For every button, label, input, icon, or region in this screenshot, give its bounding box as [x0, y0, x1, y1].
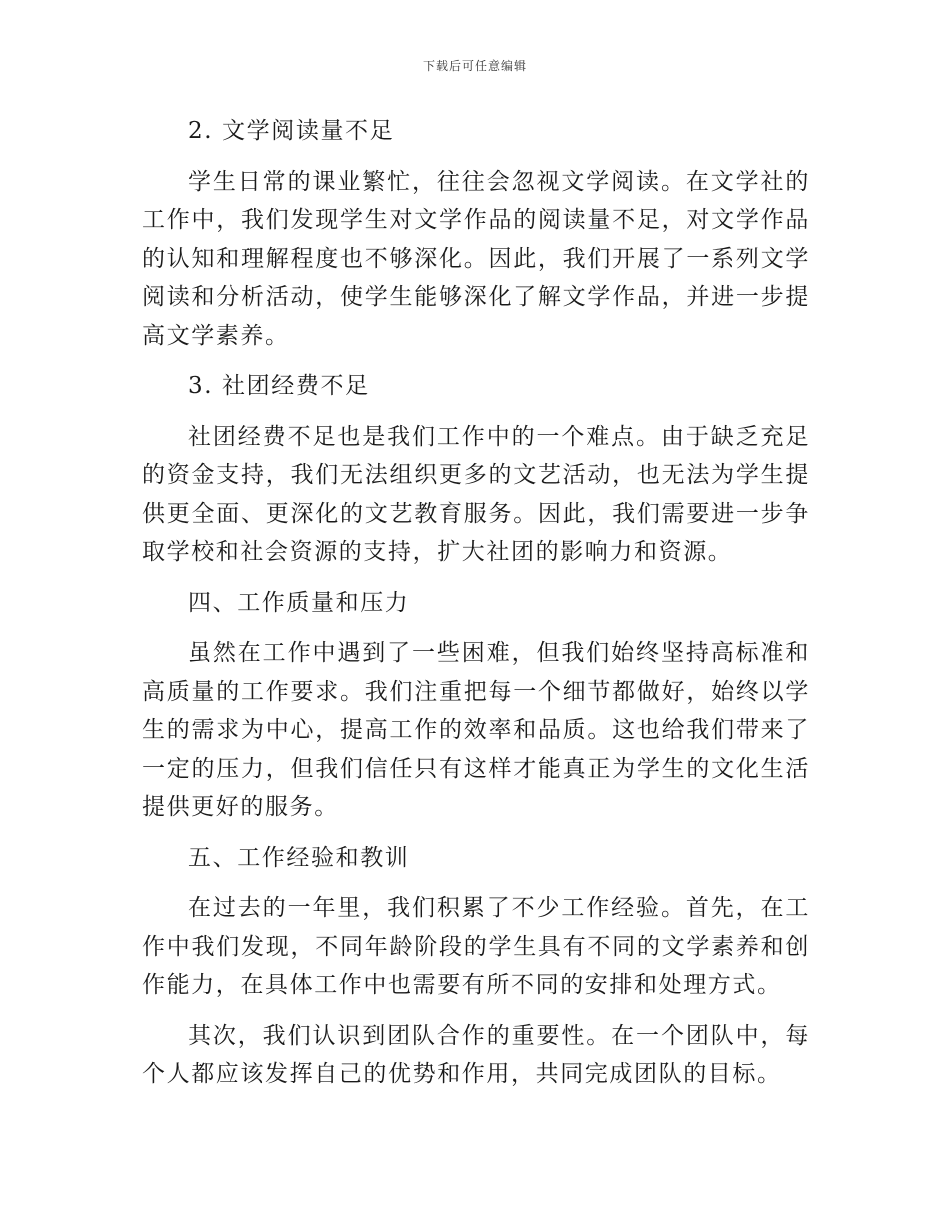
paragraph: 其次，我们认识到团队合作的重要性。在一个团队中，每个人都应该发挥自己的优势和作用，共同完成团队的目标。: [142, 1022, 810, 1087]
section-heading: 四、工作质量和压力: [188, 589, 410, 616]
document-body: [142, 112, 810, 1106]
section-heading: 五、工作经验和教训: [188, 844, 410, 871]
paragraph: 学生日常的课业繁忙，往往会忽视文学阅读。在文学社的工作中，我们发现学生对文学作品的阅读量不足，对文学作品的认知和理解程度也不够深化。因此，我们开展了一系列文学阅读和分析活动，使学生能够深化了解文学作品，并进一步提高文学素养。: [142, 168, 810, 349]
section-heading: 2. 文学阅读量不足: [188, 118, 395, 144]
page-header: 下载后可任意编辑: [422, 59, 527, 73]
section-heading: 3. 社团经费不足: [188, 373, 370, 399]
paragraph: 社团经费不足也是我们工作中的一个难点。由于缺乏充足的资金支持，我们无法组织更多的文艺活动，也无法为学生提供更全面、更深化的文艺教育服务。因此，我们需要进一步争取学校和社会资源的支持，扩大社团的影响力和资源。: [142, 423, 810, 565]
paragraph: 在过去的一年里，我们积累了不少工作经验。首先，在工作中我们发现，不同年龄阶段的学生具有不同的文学素养和创作能力，在具体工作中也需要有所不同的安排和处理方式。: [142, 895, 810, 998]
paragraph: 虽然在工作中遇到了一些困难，但我们始终坚持高标准和高质量的工作要求。我们注重把每一个细节都做好，始终以学生的需求为中心，提高工作的效率和品质。这也给我们带来了一定的压力，但我们信任只有这样才能真正为学生的文化生活提供更好的服务。: [142, 640, 810, 820]
